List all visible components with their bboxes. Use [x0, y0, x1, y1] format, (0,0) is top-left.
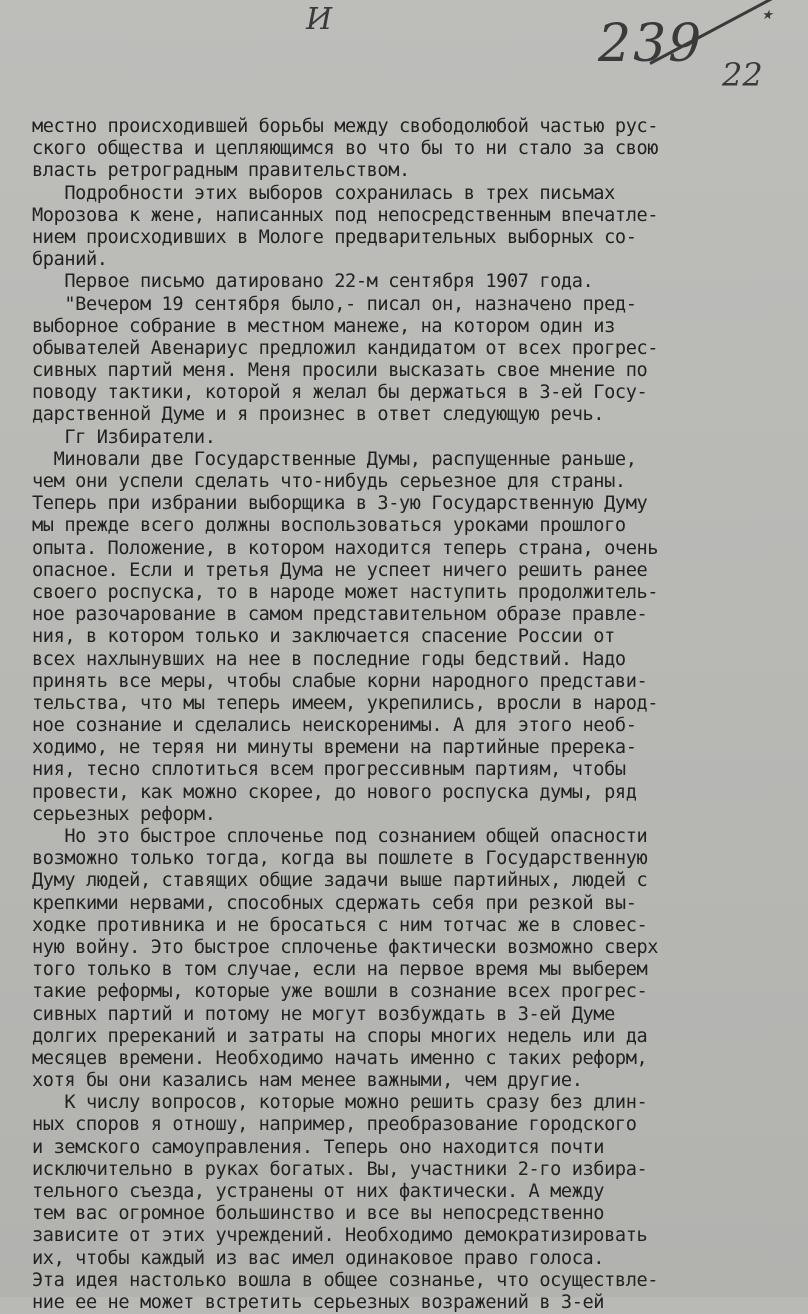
- text-line: и земского самоуправления. Теперь оно находится почти: [32, 1136, 605, 1158]
- text-line: Морозова к жене, написанных под непосредственным впечатле-: [32, 204, 659, 226]
- text-line: тем вас огромное большинство и все вы непосредственно: [32, 1203, 605, 1225]
- text-line: ных споров я отношу, например, преобразование городского: [32, 1114, 637, 1136]
- text-line: хотя бы они казались нам менее важными, чем другие.: [32, 1070, 583, 1092]
- text-line: опыта. Положение, в котором находится теперь страна, очень: [32, 537, 659, 559]
- text-line: местно происходившей борьбы между свободолюбой частью рус-: [32, 116, 659, 137]
- text-line: ходке противника и не бросаться с ним тотчас же в словес-: [32, 914, 648, 936]
- text-line: серьезных реформ.: [32, 803, 216, 825]
- text-line: Подробности этих выборов сохранилась в трех письмах: [32, 182, 615, 204]
- text-line: крепкими нервами, способных сдержать себя при резкой вы-: [32, 892, 637, 914]
- text-line: долгих пререканий и затраты на споры многих недель или да: [32, 1025, 648, 1047]
- text-line: такие реформы, которые уже вошли в сознание всех прогрес-: [32, 981, 648, 1003]
- text-line: браний.: [32, 249, 108, 271]
- text-line: власть ретроградным правительством.: [32, 160, 410, 182]
- text-line: дарственной Думе и я произнес в ответ следующую речь.: [32, 404, 605, 426]
- typewritten-text-body: [32, 116, 804, 1314]
- text-line: Но это быстрое сплоченье под сознанием общей опасности: [32, 826, 648, 847]
- text-line: Теперь при избрании выборщика в 3-ую Государственную Думу: [32, 493, 648, 515]
- text-line: К числу вопросов, которые можно решить сразу без длин-: [32, 1092, 648, 1114]
- archive-sheet-subnumber: 22: [722, 56, 763, 94]
- text-line: принять все меры, чтобы слабые корни народного представи-: [32, 670, 648, 692]
- text-line: ского общества и цепляющимся во что бы то ни стало за свою: [32, 138, 659, 160]
- text-line: "Вечером 19 сентября было,- писал он, назначено пред-: [32, 293, 637, 315]
- text-line: Думу людей, ставящих общие задачи выше партийных, людей с: [32, 870, 648, 892]
- text-line: Миновали две Государственные Думы, распущенные раньше,: [32, 448, 637, 470]
- text-line: ное сознание и сделались неискоренимы. А для этого необ-: [32, 715, 637, 737]
- text-line: исключительно в руках богатых. Вы, участники 2-го избира-: [32, 1158, 648, 1180]
- text-line: ния, в котором только и заключается спасение России от: [32, 626, 615, 648]
- text-line: провести, как можно скорее, до нового роспуска думы, ряд: [32, 781, 637, 803]
- text-line: тельства, что мы теперь имеем, укрепились, вросли в народ-: [32, 692, 659, 714]
- text-line: их, чтобы каждый из вас имел одинаковое право голоса.: [32, 1247, 605, 1269]
- text-line: опасное. Если и третья Дума не успеет ничего решить ранее: [32, 559, 648, 581]
- text-line: нием происходивших в Мологе предварительных выборных со-: [32, 226, 637, 248]
- text-line: чем они успели сделать что-нибудь серьезное для страны.: [32, 471, 626, 492]
- text-line: Гг Избиратели.: [32, 426, 216, 448]
- text-line: Первое письмо датировано 22-м сентября 1907 года.: [32, 271, 594, 293]
- text-line: сивных партий и потому не могут возбуждать в 3-ей Думе: [32, 1003, 615, 1025]
- text-line: тельного съезда, устранены от них фактически. А между: [32, 1181, 605, 1202]
- text-line: ное разочарование в самом представительном образе правле-: [32, 604, 648, 626]
- handwritten-mark: И: [306, 2, 333, 37]
- text-line: мы прежде всего должны воспользоваться уроками прошлого: [32, 515, 626, 537]
- text-line: всех нахлынувших на нее в последние годы бедствий. Надо: [32, 648, 626, 670]
- archive-tick-mark: ⋆: [758, 0, 775, 30]
- text-line: поводу тактики, которой я желал бы держаться в 3-ей Госу-: [32, 382, 648, 404]
- text-line: обывателей Авенариус предложил кандидатом от всех прогрес-: [32, 337, 659, 359]
- text-line: зависите от этих учреждений. Необходимо демократизировать: [32, 1225, 648, 1247]
- archive-sheet-number: 239: [598, 14, 704, 74]
- text-line: ходимо, не теряя ни минуты времени на партийные пререка-: [32, 737, 637, 759]
- text-line: выборное собрание в местном манеже, на котором один из: [32, 315, 615, 337]
- text-line: ную войну. Это быстрое сплоченье фактически возможно сверх: [32, 936, 659, 958]
- text-line: своего роспуска, то в народе может наступить продолжитель-: [32, 581, 659, 603]
- text-line: ние ее не может встретить серьезных возражений в 3-ей: [32, 1291, 605, 1313]
- text-line: ния, тесно сплотиться всем прогрессивным партиям, чтобы: [32, 759, 626, 781]
- text-line: Эта идея настолько вошла в общее сознанье, что осуществле-: [32, 1269, 659, 1291]
- text-line: возможно только тогда, когда вы пошлете в Государственную: [32, 848, 648, 870]
- text-line: сивных партий меня. Меня просили высказать свое мнение по: [32, 360, 648, 382]
- text-line: месяцев времени. Необходимо начать именно с таких реформ,: [32, 1047, 648, 1069]
- text-line: того только в том случае, если на первое время мы выберем: [32, 959, 648, 981]
